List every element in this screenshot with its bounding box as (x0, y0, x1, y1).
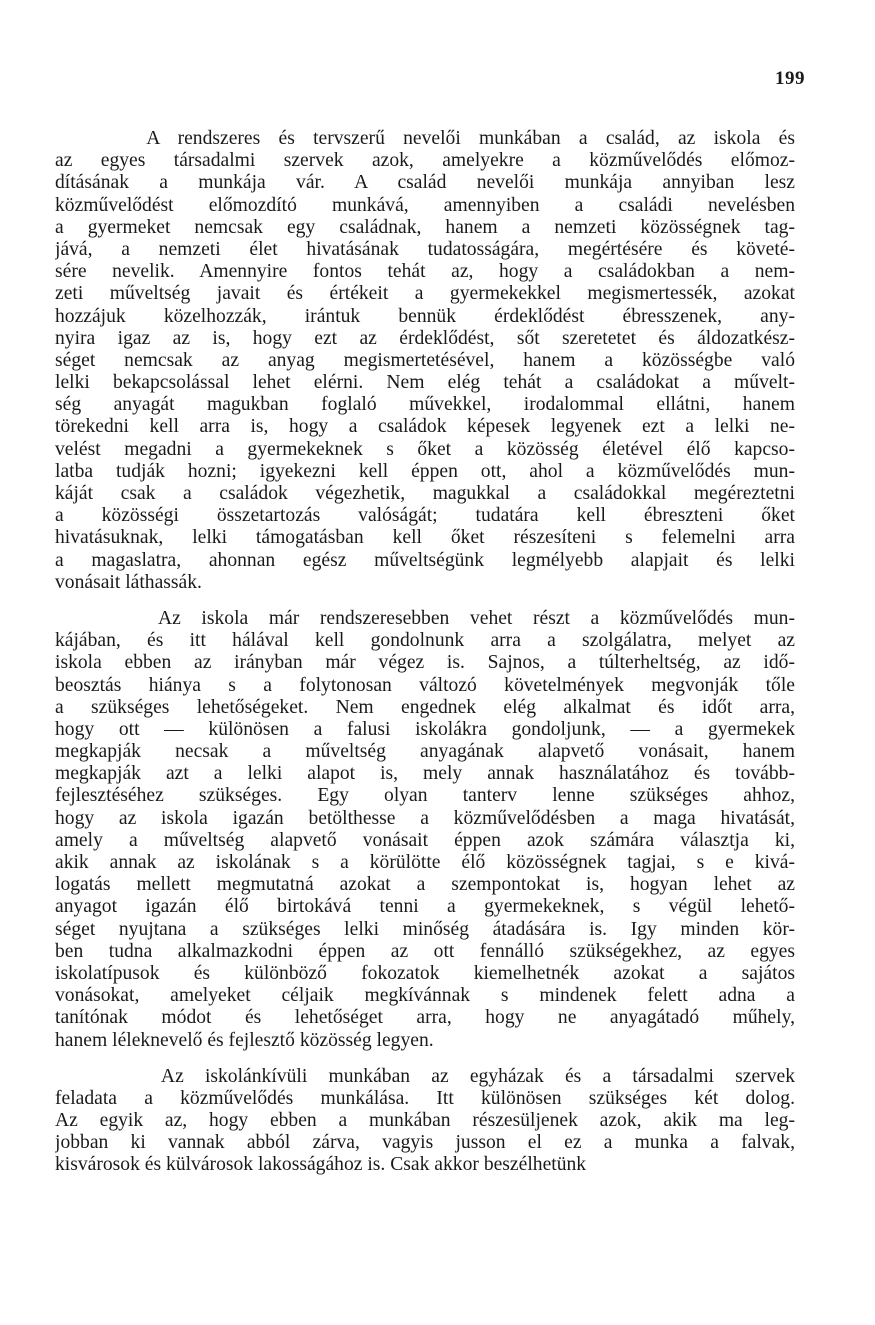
text-line: séget nyujtana a szükséges lelki minőség átadására is. Igy minden kör- (55, 918, 795, 940)
text-line: hogy ott — különösen a falusi iskolákra gondoljunk, — a gyermekek (55, 718, 795, 740)
paragraph (55, 608, 795, 1052)
text-line: lelki bekapcsolással lehet elérni. Nem elég tehát a családokat a művelt- (55, 372, 795, 394)
text-line: törekedni kell arra is, hogy a családok képesek legyenek ezt a lelki ne- (55, 416, 795, 438)
text-line: közművelődést előmozdító munkává, amennyiben a családi nevelésben (55, 194, 795, 216)
text-line: tanítónak módot és lehetőséget arra, hogy ne anyagátadó műhely, (55, 1007, 795, 1029)
text-line: akik annak az iskolának s a körülötte élő közösségnek tagjai, s e kivá- (55, 852, 795, 873)
text-line: feladata a közművelődés munkálása. Itt különösen szükséges két dolog. (55, 1087, 795, 1109)
text-line: hozzájuk közelhozzák, irántuk bennük érdeklődést ébresszenek, any- (55, 305, 795, 327)
text-line: ben tudna alkalmazkodni éppen az ott fennálló szükségekhez, az egyes (55, 940, 795, 962)
text-line: kisvárosok és külvárosok lakosságához is. Csak akkor beszélhetünk (55, 1154, 587, 1176)
text-line: kájában, és itt hálával kell gondolnunk arra a szolgálatra, melyet az (55, 630, 795, 652)
text-line: vonásait láthassák. (55, 571, 202, 593)
text-line: amely a műveltség alapvető vonásait éppen azok számára választja ki, (55, 829, 795, 851)
text-line: a gyermeket nemcsak egy családnak, hanem a nemzeti közösségnek tag- (55, 216, 795, 238)
text-line: séget nemcsak az anyag megismertetésével, hanem a közösségbe való (55, 349, 795, 371)
text-line: az egyes társadalmi szervek azok, amelyekre a közművelődés előmoz- (55, 150, 795, 172)
paragraph-gap (55, 594, 795, 608)
page-number: 199 (775, 68, 805, 89)
text-line: logatás mellett megmutatná azokat a szempontokat is, hogyan lehet az (55, 874, 795, 896)
text-line: sére nevelik. Amennyire fontos tehát az, hogy a családokban a nem- (55, 261, 795, 283)
text-line: a magaslatra, ahonnan egész műveltségünk legmélyebb alapjait és lelki (55, 549, 795, 571)
text-line: beosztás hiánya s a folytonosan változó követelmények megvonják tőle (55, 674, 795, 696)
paragraph-gap (55, 1052, 795, 1066)
paragraph (55, 1066, 795, 1177)
text-line: fejlesztéséhez szükséges. Egy olyan tanterv lenne szükséges ahhoz, (55, 785, 795, 807)
text-line: Az egyik az, hogy ebben a munkában részesüljenek azok, akik ma leg- (55, 1110, 795, 1132)
text-line: megkapják azt a lelki alapot is, mely annak használatához és tovább- (55, 763, 795, 785)
text-line: ség anyagát magukban foglaló művekkel, irodalommal ellátni, hanem (55, 394, 795, 416)
text-line: káját csak a családok végezhetik, magukkal a családokkal megéreztetni (55, 483, 795, 504)
text-line: hogy az iskola igazán betölthesse a közművelődésben a maga hivatását, (55, 807, 795, 829)
text-line: zeti műveltség javait és értékeit a gyermekekkel megismertessék, azokat (55, 283, 795, 305)
text-line: a közösségi összetartozás valóságát; tudatára kell ébreszteni őket (55, 505, 795, 527)
text-line: vonásokat, amelyeket céljaik megkívánnak s mindenek felett adna a (55, 985, 795, 1007)
text-line: jobban ki vannak abból zárva, vagyis jusson el ez a munka a falvak, (55, 1132, 795, 1154)
text-line: jává, a nemzeti élet hivatásának tudatosságára, megértésére és követé- (55, 238, 795, 260)
text-line: velést megadni a gyermekeknek s őket a közösség életével élő kapcso- (55, 438, 795, 460)
text-line: megkapják necsak a műveltség anyagának alapvető vonásait, hanem (55, 741, 795, 763)
text-line: hanem léleknevelő és fejlesztő közösség legyen. (55, 1029, 434, 1051)
paragraph (55, 128, 795, 594)
text-line: Az iskola már rendszeresebben vehet részt a közművelődés mun- (55, 607, 795, 629)
text-line: hivatásuknak, lelki támogatásban kell őket részesíteni s felemelni arra (55, 527, 795, 549)
text-line: dításának a munkája vár. A család nevelői munkája annyiban lesz (55, 172, 795, 194)
text-line: latba tudják hozni; igyekezni kell éppen ott, ahol a közművelődés mun- (55, 460, 795, 482)
text-line: a szükséges lehetőségeket. Nem engednek elég alkalmat és időt arra, (55, 696, 795, 718)
text-line: iskola ebben az irányban már végez is. Sajnos, a túlterheltség, az idő- (55, 652, 795, 674)
text-line: A rendszeres és tervszerű nevelői munkában a család, az iskola és (55, 128, 795, 149)
text-line: Az iskolánkívüli munkában az egyházak és a társadalmi szervek (55, 1065, 795, 1087)
text-line: anyagot igazán élő birtokává tenni a gyermekeknek, s végül lehető- (55, 896, 795, 918)
text-line: iskolatípusok és különböző fokozatok kiemelhetnék azokat a sajátos (55, 962, 795, 984)
text-line: nyira igaz az is, hogy ezt az érdeklődést, sőt szeretetet és áldozatkész- (55, 327, 795, 349)
body-text (55, 128, 795, 1177)
